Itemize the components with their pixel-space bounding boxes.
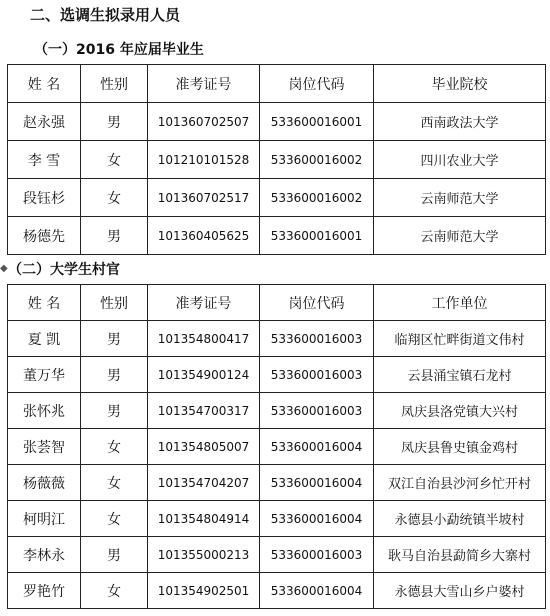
- cell-post-code: 533600016001: [260, 217, 374, 255]
- cell-name: 夏 凯: [8, 321, 81, 357]
- cell-exam-number: 101354902501: [148, 573, 260, 609]
- margin-mark: ◆: [0, 263, 8, 274]
- cell-exam-number: 101354804914: [148, 501, 260, 537]
- table-row: [8, 465, 546, 501]
- table-row: [8, 103, 546, 141]
- cell-post-code: 533600016004: [260, 573, 374, 609]
- cell-post-code: 533600016002: [260, 141, 374, 179]
- cell-work-unit: 耿马自治县勐简乡大寨村: [374, 537, 546, 573]
- cell-exam-number: 101354700317: [148, 393, 260, 429]
- cell-name: 李林永: [8, 537, 81, 573]
- table-row: [8, 501, 546, 537]
- cell-post-code: 533600016001: [260, 103, 374, 141]
- cell-name: 赵永强: [8, 103, 81, 141]
- cell-gender: 男: [81, 357, 148, 393]
- header-gender: 性别: [81, 65, 148, 103]
- cell-name: 柯明江: [8, 501, 81, 537]
- header-name: 姓 名: [8, 285, 81, 321]
- cell-gender: 女: [81, 141, 148, 179]
- cell-exam-number: 101360702517: [148, 179, 260, 217]
- cell-gender: 女: [81, 501, 148, 537]
- table-row: [8, 141, 546, 179]
- cell-gender: 女: [81, 465, 148, 501]
- cell-school: 云南师范大学: [374, 179, 546, 217]
- section-title: 二、选调生拟录用人员: [30, 6, 181, 24]
- header-work-unit: 工作单位: [374, 285, 546, 321]
- cell-name: 杨薇薇: [8, 465, 81, 501]
- cell-exam-number: 101354704207: [148, 465, 260, 501]
- cell-gender: 男: [81, 103, 148, 141]
- cell-gender: 男: [81, 393, 148, 429]
- cell-exam-number: 101360405625: [148, 217, 260, 255]
- cell-post-code: 533600016003: [260, 321, 374, 357]
- table-row: [8, 573, 546, 609]
- table-row: [8, 217, 546, 255]
- table-row: [8, 179, 546, 217]
- cell-school: 西南政法大学: [374, 103, 546, 141]
- cell-post-code: 533600016004: [260, 501, 374, 537]
- cell-work-unit: 云县涌宝镇石龙村: [374, 357, 546, 393]
- cell-work-unit: 双江自治县沙河乡忙开村: [374, 465, 546, 501]
- cell-post-code: 533600016004: [260, 465, 374, 501]
- village-officials-table: [7, 284, 546, 609]
- header-name: 姓 名: [8, 65, 81, 103]
- cell-work-unit: 凤庆县洛党镇大兴村: [374, 393, 546, 429]
- cell-exam-number: 101354805007: [148, 429, 260, 465]
- cell-name: 杨德先: [8, 217, 81, 255]
- header-exam-number: 准考证号: [148, 285, 260, 321]
- cell-name: 段钰杉: [8, 179, 81, 217]
- cell-name: 张怀兆: [8, 393, 81, 429]
- cell-post-code: 533600016003: [260, 357, 374, 393]
- table-row: [8, 357, 546, 393]
- table-header-row: [8, 65, 546, 103]
- cell-gender: 女: [81, 573, 148, 609]
- cell-exam-number: 101354900124: [148, 357, 260, 393]
- header-gender: 性别: [81, 285, 148, 321]
- cell-exam-number: 101355000213: [148, 537, 260, 573]
- cell-work-unit: 永德县小勐统镇半坡村: [374, 501, 546, 537]
- table-row: [8, 429, 546, 465]
- cell-name: 董万华: [8, 357, 81, 393]
- cell-gender: 男: [81, 321, 148, 357]
- cell-work-unit: 永德县大雪山乡户婆村: [374, 573, 546, 609]
- header-exam-number: 准考证号: [148, 65, 260, 103]
- cell-exam-number: 101360702507: [148, 103, 260, 141]
- cell-exam-number: 101354800417: [148, 321, 260, 357]
- header-post-code: 岗位代码: [260, 285, 374, 321]
- cell-post-code: 533600016003: [260, 537, 374, 573]
- cell-post-code: 533600016003: [260, 393, 374, 429]
- table-row: [8, 321, 546, 357]
- table-header-row: [8, 285, 546, 321]
- cell-gender: 女: [81, 429, 148, 465]
- header-school: 毕业院校: [374, 65, 546, 103]
- cell-gender: 男: [81, 537, 148, 573]
- cell-work-unit: 临翔区忙畔街道文伟村: [374, 321, 546, 357]
- table-row: [8, 537, 546, 573]
- cell-post-code: 533600016002: [260, 179, 374, 217]
- table-row: [8, 393, 546, 429]
- cell-name: 李 雪: [8, 141, 81, 179]
- cell-school: 云南师范大学: [374, 217, 546, 255]
- cell-gender: 男: [81, 217, 148, 255]
- cell-school: 四川农业大学: [374, 141, 546, 179]
- cell-work-unit: 凤庆县鲁史镇金鸡村: [374, 429, 546, 465]
- cell-exam-number: 101210101528: [148, 141, 260, 179]
- cell-post-code: 533600016004: [260, 429, 374, 465]
- header-post-code: 岗位代码: [260, 65, 374, 103]
- part1-title: （一）2016 年应届毕业生: [34, 42, 204, 58]
- cell-name: 张荟智: [8, 429, 81, 465]
- part2-title: （二）大学生村官: [8, 262, 120, 278]
- cell-gender: 女: [81, 179, 148, 217]
- cell-name: 罗艳竹: [8, 573, 81, 609]
- graduates-table: [7, 64, 546, 255]
